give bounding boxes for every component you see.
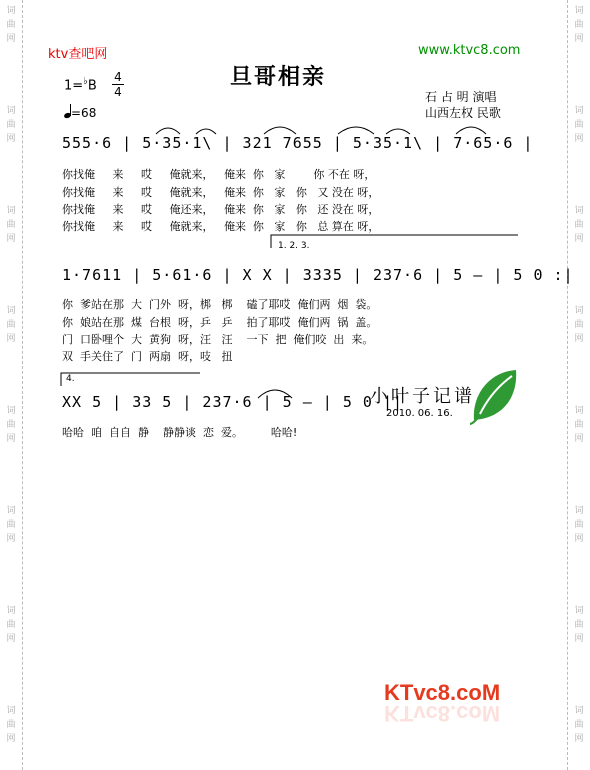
watermark-text: 词 曲 网	[6, 606, 16, 644]
singer-credit: 石 占 明 演唱	[425, 90, 497, 104]
volta-4-label: 4.	[66, 374, 75, 384]
row1-notes: 555·6 | 5·35·1\ | 321 7655 | 5·35·1\ | 7·65·6 |	[62, 134, 534, 152]
watermark-text: 词 曲 网	[6, 306, 16, 344]
time-signature	[112, 70, 124, 99]
key-prefix: 1=	[64, 78, 84, 94]
flat-symbol: ♭	[83, 76, 88, 87]
row2-lyric-4: 双 手关住了 门 两扇 呀，吱 扭	[62, 350, 233, 363]
transcription-date: 2010. 06. 16.	[386, 408, 453, 419]
time-top: 4	[114, 70, 122, 84]
site-name-left[interactable]: ktv查吧网	[48, 47, 108, 62]
site-url-right[interactable]: www.ktvc8.com	[418, 43, 521, 58]
watermark-text: 词 曲 网	[574, 506, 584, 544]
volta-123-label: 1. 2. 3.	[278, 241, 310, 251]
watermark-text: 词 曲 网	[574, 206, 584, 244]
watermark-text: 词 曲 网	[574, 306, 584, 344]
watermark-text: 词 曲 网	[6, 406, 16, 444]
watermark-text: 词 曲 网	[574, 606, 584, 644]
key-signature	[64, 70, 122, 99]
song-title: 旦哥相亲	[230, 65, 327, 90]
time-bottom: 4	[112, 84, 124, 99]
row1-lyric-4: 你找俺 来 哎 俺就来， 俺来 你 家 你 总 算在 呀，	[62, 220, 380, 233]
watermark-text: 词 曲 网	[6, 6, 16, 44]
leaf-logo-icon	[468, 366, 520, 426]
row1-lyric-2: 你找俺 来 哎 俺就来， 俺来 你 家 你 又 没在 呀，	[62, 186, 380, 199]
source-credit: 山西左权 民歌	[425, 106, 501, 120]
row1-lyric-1: 你找俺 来 哎 俺就来， 俺来 你 家 你 不在 呀，	[62, 168, 376, 181]
row2-lyric-2: 你 娘站在那 煤 台根 呀，乒 乒 拍了耶哎 俺们两 锅 盖。	[62, 316, 378, 329]
transcriber-signature: 小叶子记谱	[370, 386, 475, 407]
row1-lyric-3: 你找俺 来 哎 俺还来， 俺来 你 家 你 还 没在 呀，	[62, 203, 380, 216]
row2-lyric-3: 门 口卧哩个 大 黄狗 呀，汪 汪 一下 把 俺们咬 出 来。	[62, 333, 374, 346]
row3-lyric: 哈哈 咱 自自 静 静静谈 恋 爱。 哈哈!	[62, 426, 298, 439]
row3-notes: XX 5 | 33 5 | 237·6 | 5 — | 5 0 ||	[62, 393, 404, 411]
ktvc8-logo[interactable]: KTvc8.coM	[384, 680, 501, 705]
key-note: B	[87, 78, 97, 94]
watermark-text: 词 曲 网	[6, 506, 16, 544]
watermark-text: 词 曲 网	[6, 706, 16, 744]
watermark-text: 词 曲 网	[574, 706, 584, 744]
watermark-text: 词 曲 网	[6, 106, 16, 144]
watermark-text: 词 曲 网	[574, 106, 584, 144]
row2-lyric-1: 你 爹站在那 大 门外 呀，梆 梆 磕了耶哎 俺们两 烟 袋。	[62, 298, 378, 311]
watermark-text: 词 曲 网	[574, 406, 584, 444]
ktvc8-logo-reflection: KTvc8.coM	[384, 701, 501, 726]
watermark-text: 词 曲 网	[574, 6, 584, 44]
row2-notes: 1·7611 | 5·61·6 | X X | 3335 | 237·6 | 5 — | 5 0 :|	[62, 266, 574, 284]
watermark-text: 词 曲 网	[6, 206, 16, 244]
tempo-value: =68	[71, 106, 97, 120]
